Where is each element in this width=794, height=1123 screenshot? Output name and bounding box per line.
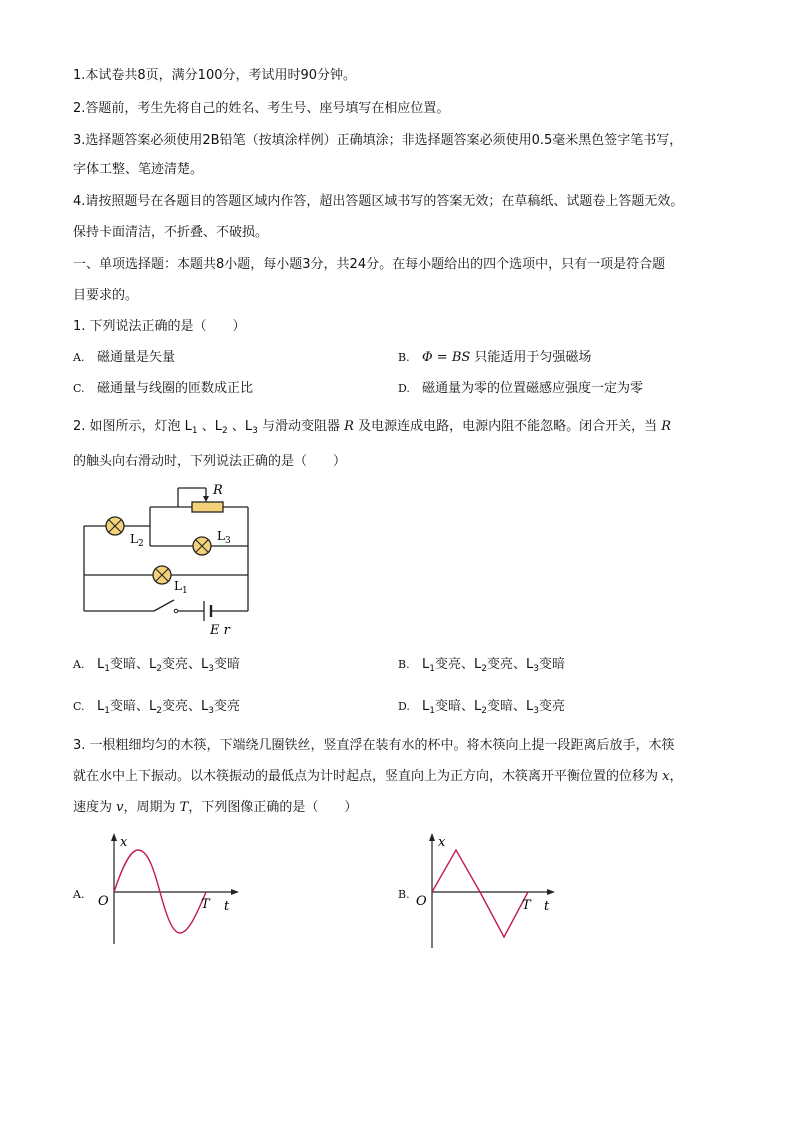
q1-option-a[interactable] (73, 349, 175, 367)
option-text: 磁通量为零的位置磁感应强度一定为零 (422, 381, 644, 396)
option-text: 磁通量与线圈的匝数成正比 (97, 381, 254, 396)
triangle-wave (432, 850, 528, 937)
note-4: 4.请按照题号在各题目的答题区域内作答，超出答题区域书写的答案无效；在草稿纸、试题卷上答题无效。 (73, 194, 684, 209)
q2-option-c[interactable]: C. $L_1$变暗、$L_2$变亮、$L_3$变亮 (73, 699, 240, 716)
note-4-cont: 保持卡面清洁，不折叠、不破损。 (73, 225, 269, 240)
option-letter: C. (73, 700, 85, 713)
svg-text:O: O (98, 894, 109, 909)
svg-text:T: T (201, 897, 210, 912)
q1-option-d[interactable] (398, 380, 643, 398)
option-text: 磁通量是矢量 (97, 350, 176, 365)
q2-option-b[interactable]: B. $L_1$变亮、$L_2$变亮、$L_3$变暗 (398, 657, 565, 674)
q3-option-b-letter[interactable]: B. (398, 888, 410, 901)
q1-option-c[interactable] (73, 380, 253, 398)
q1-option-b[interactable] (398, 349, 591, 367)
q3-graph-a (94, 830, 244, 950)
option-letter: D. (398, 700, 410, 713)
svg-text:T: T (522, 898, 531, 913)
section-heading-cont: 目要求的。 (73, 288, 139, 303)
circuit-diagram (70, 478, 270, 638)
rheostat-icon (192, 502, 223, 512)
flux-formula: Φ = BS (422, 350, 471, 365)
svg-text:x: x (438, 835, 446, 850)
q3-stem-3: 速度为 v，周期为 T，下列图像正确的是（ ） (73, 800, 358, 815)
svg-text:R: R (213, 483, 223, 498)
section-heading: 一、单项选择题：本题共8小题，每小题3分，共24分。在每小题给出的四个选项中，只有一项是符合题 (73, 257, 666, 272)
svg-text:L1: $L_1$ (174, 579, 188, 596)
option-letter: D. (398, 382, 410, 395)
svg-text:L3: $L_3$ (217, 529, 231, 546)
svg-text:x: x (120, 835, 128, 850)
q3-graph-b (412, 830, 562, 950)
option-letter: A. (73, 658, 85, 671)
q3-stem-2: 就在水中上下振动。以木筷振动的最低点为计时起点，竖直向上为正方向，木筷离开平衡位置的位移为 x， (73, 769, 683, 784)
option-letter: B. (398, 658, 410, 671)
q2-stem-cont: 的触头向右滑动时，下列说法正确的是（ ） (73, 454, 347, 469)
svg-text:O: O (416, 894, 427, 909)
svg-text:t: t (544, 899, 550, 914)
q1-stem: 1. 下列说法正确的是（ ） (73, 319, 246, 334)
option-letter: C. (73, 382, 85, 395)
q3-stem-1: 3. 一根粗细均匀的木筷，下端绕几圈铁丝，竖直浮在装有水的杯中。将木筷向上提一段距离后放手，木筷 (73, 738, 675, 753)
option-letter: A. (73, 351, 85, 364)
option-letter: B. (398, 351, 410, 364)
q2-option-a[interactable]: A. $L_1$变暗、$L_2$变亮、$L_3$变暗 (73, 657, 240, 674)
note-1: 1.本试卷共8页，满分100分，考试用时90分钟。 (73, 68, 357, 83)
note-2: 2.答题前，考生先将自己的姓名、考生号、座号填写在相应位置。 (73, 101, 450, 116)
note-3: 3.选择题答案必须使用2B铅笔（按填涂样例）正确填涂；非选择题答案必须使用0.5毫米黑色签字笔书写， (73, 133, 683, 148)
q3-option-a-letter[interactable]: A. (73, 888, 85, 901)
note-3-cont: 字体工整、笔迹清楚。 (73, 162, 204, 177)
svg-text:L2: $L_2$ (130, 532, 144, 549)
q2-option-d[interactable]: D. $L_1$变暗、$L_2$变暗、$L_3$变亮 (398, 699, 565, 716)
bulb-icon (106, 517, 211, 584)
option-text: 只能适用于匀强磁场 (470, 350, 592, 365)
q2-stem: 2. 如图所示，灯泡 $L_1$ 、$L_2$ 、$L_3$ 与滑动变阻器 R 及电源连成电路，电源内阻不能忽略。闭合开关，当 R (73, 419, 672, 436)
svg-text:t: t (224, 899, 230, 914)
svg-text:E r: E r (210, 623, 230, 638)
